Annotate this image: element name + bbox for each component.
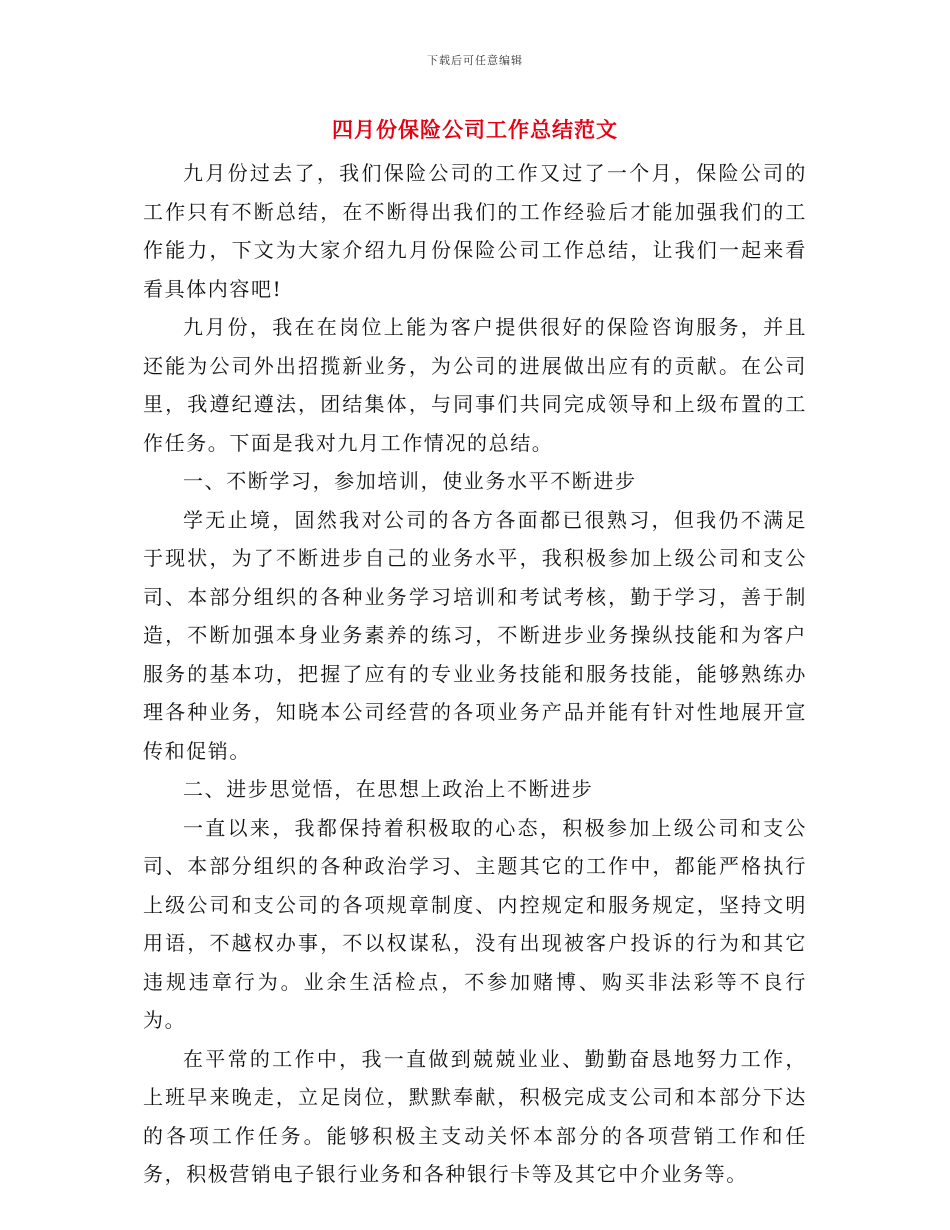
overview-paragraph: 九月份，我在在岗位上能为客户提供很好的保险咨询服务，并且还能为公司外出招揽新业务，为公司的进展做出应有的贡献。在公司里，我遵纪遵法，团结集体，与同事们共同完成领导和上级布置的工作任务。下面是我对九月工作情况的总结。 (143, 315, 807, 455)
intro-paragraph: 九月份过去了，我们保险公司的工作又过了一个月，保险公司的工作只有不断总结，在不断得出我们的工作经验后才能加强我们的工作能力，下文为大家介绍九月份保险公司工作总结，让我们一起来看看具体内容吧! (143, 161, 807, 301)
page-header-note: 下载后可任意编辑 (427, 54, 523, 67)
learning-paragraph: 学无止境，固然我对公司的各方各面都已很熟习，但我仍不满足于现状，为了不断进步自己的业务水平，我积极参加上级公司和支公司、本部分组织的各种业务学习培训和考试考核，勤于学习，善于制造，不断加强本身业务素养的练习，不断进步业务操纵技能和为客户服务的基本功，把握了应有的专业业务技能和服务技能，能够熟练办理各种业务，知晓本公司经营的各项业务产品并能有针对性地展开宣传和促销。 (143, 507, 807, 763)
section-heading-learning: 一、不断学习，参加培训，使业务水平不断进步 (183, 469, 637, 493)
document-title: 四月份保险公司工作总结范文 (332, 117, 618, 142)
daily-work-paragraph: 在平常的工作中，我一直做到兢兢业业、勤勤奋恳地努力工作，上班早来晚走，立足岗位，默默奉献，积极完成支公司和本部分下达的各项工作任务。能够积极主支动关怀本部分的各项营销工作和任务，积极营销电子银行业务和各种银行卡等及其它中介业务等。 (143, 1046, 807, 1186)
document-body (143, 154, 807, 1194)
ideology-paragraph: 一直以来，我都保持着积极取的心态，积极参加上级公司和支公司、本部分组织的各种政治学习、主题其它的工作中，都能严格执行上级公司和支公司的各项规章制度、内控规定和服务规定，坚持文明用语，不越权办事，不以权谋私，没有出现被客户投诉的行为和其它违规违章行为。业余生活检点，不参加赌博、购买非法彩等不良行为。 (143, 815, 807, 1032)
section-heading-ideology: 二、进步思觉悟，在思想上政治上不断进步 (183, 777, 594, 801)
